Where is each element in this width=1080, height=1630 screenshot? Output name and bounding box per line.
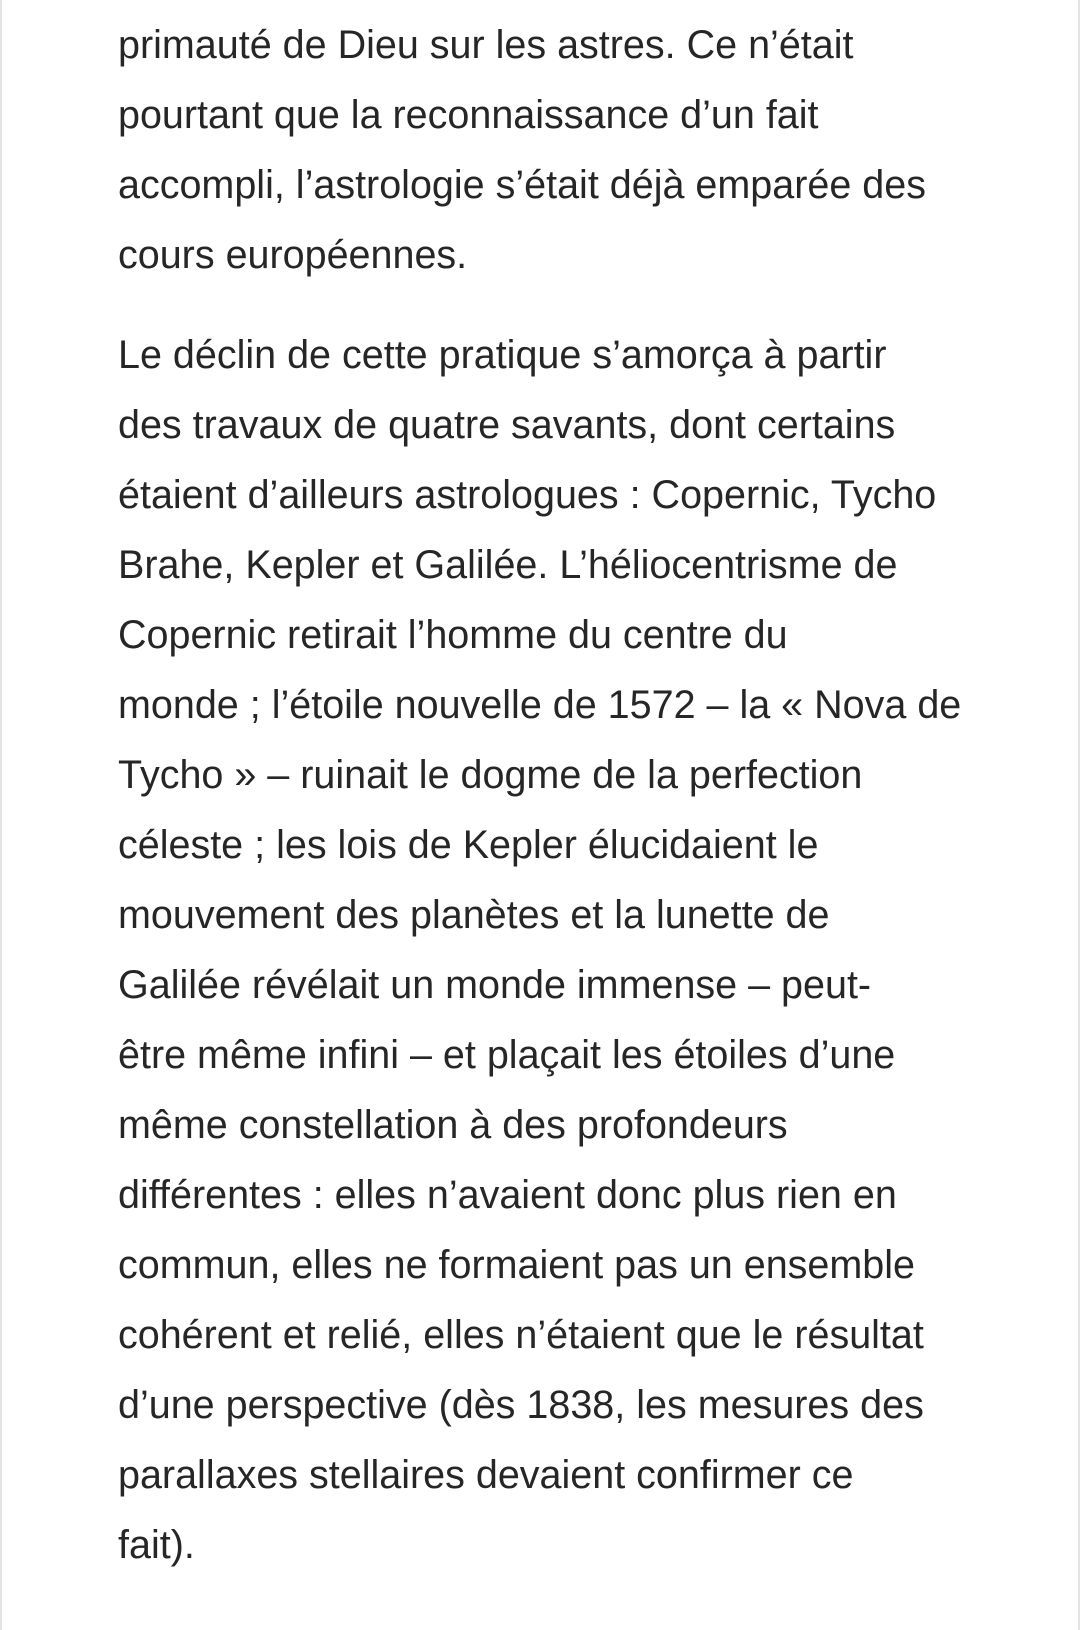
paragraph-1-line: primauté de Dieu sur les astres. Ce n’était	[118, 23, 854, 67]
paragraph-2-line: différentes : elles n’avaient donc plus rien en	[118, 1173, 897, 1217]
paragraph-2-line: des travaux de quatre savants, dont certains	[118, 403, 896, 447]
paragraph-2-line: céleste ; les lois de Kepler élucidaient le	[118, 823, 819, 867]
paragraph-2-line: même constellation à des profondeurs	[118, 1103, 788, 1147]
left-edge-divider	[0, 0, 2, 1630]
paragraph-1-line: pourtant que la reconnaissance d’un fait	[118, 93, 819, 137]
paragraph-2-line: Galilée révélait un monde immense – peut-	[118, 963, 872, 1007]
paragraph-2-line: Copernic retirait l’homme du centre du	[118, 613, 788, 657]
paragraph-2-line: Le déclin de cette pratique s’amorça à partir	[118, 333, 887, 377]
paragraph-2-line: être même infini – et plaçait les étoiles d’une	[118, 1033, 896, 1077]
paragraph-2-line: fait).	[118, 1523, 195, 1567]
paragraph-1-line: accompli, l’astrologie s’était déjà emparée des	[118, 163, 926, 207]
paragraph-2-line: cohérent et relié, elles n’étaient que le résultat	[118, 1313, 924, 1357]
paragraph-1-line: cours européennes.	[118, 233, 468, 277]
paragraph-2-line: mouvement des planètes et la lunette de	[118, 893, 830, 937]
paragraph-2-line: d’une perspective (dès 1838, les mesures des	[118, 1383, 924, 1427]
paragraph-1	[118, 10, 1028, 290]
paragraph-2-line: Tycho » – ruinait le dogme de la perfection	[118, 753, 863, 797]
paragraph-2-line: monde ; l’étoile nouvelle de 1572 – la « Nova de	[118, 683, 962, 727]
paragraph-2-line: Brahe, Kepler et Galilée. L’héliocentrisme de	[118, 543, 898, 587]
paragraph-2	[118, 320, 1028, 1580]
paragraph-2-line: étaient d’ailleurs astrologues : Copernic, Tycho	[118, 473, 937, 517]
paragraph-2-line: commun, elles ne formaient pas un ensemble	[118, 1243, 916, 1287]
paragraph-spacing	[118, 290, 1028, 320]
paragraph-2-line: parallaxes stellaires devaient confirmer ce	[118, 1453, 854, 1497]
article-body	[118, 10, 1028, 1580]
